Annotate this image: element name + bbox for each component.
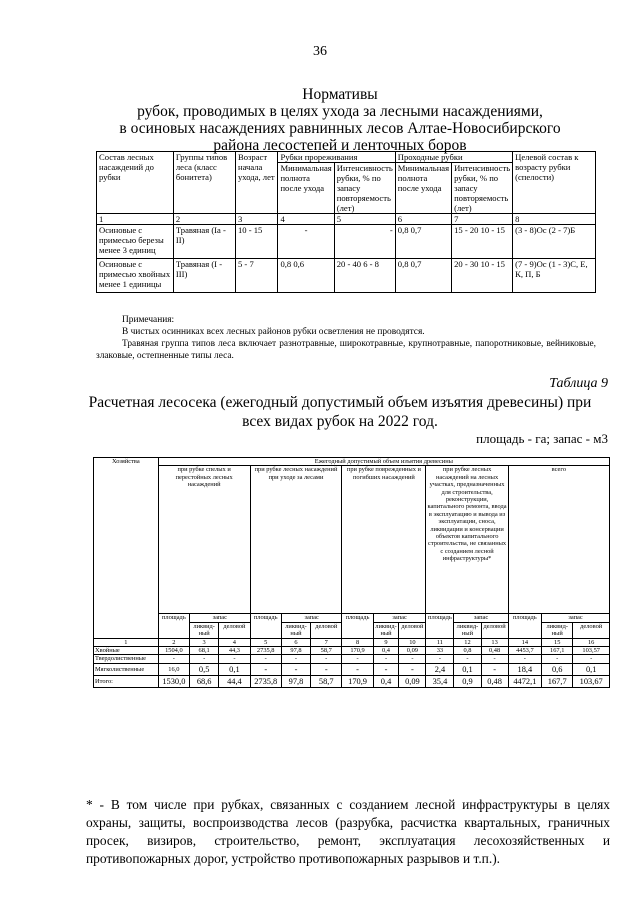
area-header: площадь: [342, 614, 373, 638]
table-row: [94, 655, 610, 663]
table-cell: 44,4: [219, 675, 250, 687]
title-line-3: в осиновых насаждениях равнинных лесов Алтае-Новосибирского: [119, 120, 561, 137]
stock-header: запас: [190, 614, 251, 622]
pass-int-label: Интенсивность рубки, % по запасу: [454, 163, 511, 193]
table-cell: 68,1: [190, 647, 219, 655]
note-1: В чистых осинниках всех лесных районов рубки осветления не проводятся.: [122, 327, 425, 337]
liquid-header: ликвид-ный: [454, 622, 481, 638]
title-line-2: рубок, проводимых в целях ухода за лесными насаждениями,: [137, 103, 543, 120]
col-number: 6: [281, 638, 310, 646]
allowable-cut-title: Расчетная лесосека (ежегодный допустимый объем изъятия древесины) при всех видах рубок на 2022 год.: [88, 394, 592, 430]
table-cell: 0,1: [219, 663, 250, 675]
header-farm: Хозяйства: [94, 458, 159, 639]
table-cell: 0,48: [481, 675, 508, 687]
table-cell: 5 - 7: [235, 259, 277, 293]
table-cell: 1504,0: [158, 647, 189, 655]
table-cell: 0,09: [399, 647, 426, 655]
table-cell: Травяная (I - III): [173, 259, 235, 293]
thinning-min-label: Минимальная полнота после ухода: [280, 163, 332, 193]
row-name: Итого:: [94, 675, 159, 687]
table-row: [94, 675, 610, 687]
row-name: Хвойные: [94, 647, 159, 655]
table-cell: 20 - 40 6 - 8: [334, 259, 395, 293]
col-number: 3: [190, 638, 219, 646]
stock-header: запас: [454, 614, 508, 622]
table-cell: 35,4: [426, 675, 454, 687]
table-cell: -: [250, 663, 281, 675]
table-cell: 167,1: [542, 647, 573, 655]
table-cell: (7 - 9)Ос (1 - 3)С, Е, К, П, Б: [513, 259, 596, 293]
notes-heading: Примечания:: [122, 315, 175, 325]
col-number: 5: [250, 638, 281, 646]
table-cell: -: [399, 655, 426, 663]
table-cell: 103,67: [573, 675, 610, 687]
header-thinning-min: [278, 163, 334, 214]
header-target: Целевой состав к возрасту рубки (спелости): [513, 152, 596, 214]
table-row: [94, 663, 610, 675]
col-number: 3: [235, 214, 277, 225]
table-cell: 2735,8: [250, 675, 281, 687]
table-cell: -: [281, 655, 310, 663]
col-number: 5: [334, 214, 395, 225]
area-header: площадь: [508, 614, 541, 638]
col-number: 7: [311, 638, 342, 646]
header-pass-int: [452, 163, 513, 214]
units-note: площадь - га; запас - м3: [476, 431, 608, 446]
table-cell: -: [373, 663, 399, 675]
table-cell: Осиновые с примесью хвойных менее 1 единицы: [97, 259, 174, 293]
row-name: Твердолиственные: [94, 655, 159, 663]
table-cell: 58,7: [311, 675, 342, 687]
header-thinning: Рубки прореживания: [278, 152, 395, 163]
table-cell: -: [399, 663, 426, 675]
table-cell: 0,4: [373, 675, 399, 687]
col-number: 14: [508, 638, 541, 646]
table-label: Таблица 9: [549, 376, 608, 391]
business-header: деловой: [219, 622, 250, 638]
table-cell: -: [219, 655, 250, 663]
business-header: деловой: [573, 622, 610, 638]
col-number: 4: [219, 638, 250, 646]
table-cell: -: [281, 663, 310, 675]
col-number: 1: [94, 638, 159, 646]
table-cell: -: [158, 655, 189, 663]
col-number: 2: [173, 214, 235, 225]
table-cell: 0,8 0,6: [278, 259, 334, 293]
table-cell: 170,9: [342, 675, 373, 687]
table-cell: 68,6: [190, 675, 219, 687]
business-header: деловой: [481, 622, 508, 638]
thinning-int-label: Интенсивность рубки, % по запасу: [336, 163, 393, 193]
table-cell: 0,48: [481, 647, 508, 655]
table-cell: -: [373, 655, 399, 663]
page-number: 36: [313, 44, 327, 59]
liquid-header: ликвид-ный: [281, 622, 310, 638]
area-header: площадь: [158, 614, 189, 638]
table-cell: 0,4: [373, 647, 399, 655]
thinning-norms-table: [96, 151, 596, 293]
table-cell: 2,4: [426, 663, 454, 675]
col-number: 11: [426, 638, 454, 646]
pass-min-label: Минимальная полнота после ухода: [397, 163, 450, 193]
group-mature: при рубке спелых и перестойных лесных насаждений: [158, 466, 250, 614]
table-cell: 0,8: [454, 647, 481, 655]
table-cell: -: [311, 663, 342, 675]
header-forest-types: Группы типов леса (класс бонитета): [173, 152, 235, 214]
col-number: 8: [342, 638, 373, 646]
title-line-4: района лесостепей и ленточных боров: [213, 137, 467, 154]
stock-header: запас: [542, 614, 610, 622]
col-number: 2: [158, 638, 189, 646]
header-pass-cuttings: Проходные рубки: [395, 152, 512, 163]
business-header: деловой: [311, 622, 342, 638]
area-header: площадь: [426, 614, 454, 638]
group-total: всего: [508, 466, 609, 614]
stock-header: запас: [373, 614, 426, 622]
normatives-title: [70, 86, 610, 154]
header-age: Возраст начала ухода, лет: [235, 152, 277, 214]
table-cell: 0,8 0,7: [395, 225, 451, 259]
col-number: 6: [395, 214, 451, 225]
table-row: [97, 259, 596, 293]
table-cell: 33: [426, 647, 454, 655]
stock-header: запас: [281, 614, 342, 622]
table-cell: -: [342, 655, 373, 663]
col-number: 1: [97, 214, 174, 225]
col-number: 9: [373, 638, 399, 646]
table-cell: 4453,7: [508, 647, 541, 655]
table-cell: 0,09: [399, 675, 426, 687]
group-construction: при рубке лесных насаждений на лесных участках, предназначенных для строительства, реконструкции, капитального ремонта, ввода в эксплуатацию и вывода из эксплуатации, сноса, ликвидации и консервации объектов капитального строительства, не связанных с созданием лесной инфраструктуры*: [426, 466, 508, 614]
table-cell: 58,7: [311, 647, 342, 655]
header-composition: Состав лесных насаждений до рубки: [97, 152, 174, 214]
table-cell: -: [481, 655, 508, 663]
col-number: 7: [452, 214, 513, 225]
table-cell: 167,7: [542, 675, 573, 687]
pass-rep-label: повторяемость (лет): [454, 193, 509, 213]
business-header: деловой: [399, 622, 426, 638]
table-cell: Осиновые с примесью березы менее 3 единиц: [97, 225, 174, 259]
col-number: 16: [573, 638, 610, 646]
area-header: площадь: [250, 614, 281, 638]
footnote: * - В том числе при рубках, связанных с созданием лесной инфраструктуры в целях охраны, защиты, воспроизводства лесов (разрубка, расчистка квартальных, граничных просек, визиров, строительство, ремонт, эксплуатация лесохозяйственных и противопожарных дорог, устройство противопожарных разрывов и т.п.).: [86, 797, 610, 866]
table-cell: 2735,8: [250, 647, 281, 655]
header-annual: Ежегодный допустимый объем изъятия древесины: [158, 458, 609, 466]
table-row: [94, 647, 610, 655]
table-cell: 20 - 30 10 - 15: [452, 259, 513, 293]
table-cell: 18,4: [508, 663, 541, 675]
table-cell: -: [481, 663, 508, 675]
table-cell: 1530,0: [158, 675, 189, 687]
row-name: Мягколиственные: [94, 663, 159, 675]
col-number: 4: [278, 214, 334, 225]
table-cell: 0,1: [454, 663, 481, 675]
thinning-rep-label: повторяемость (лет): [336, 193, 391, 213]
table-cell: 0,5: [190, 663, 219, 675]
notes-block: [96, 314, 596, 362]
table-cell: -: [190, 655, 219, 663]
table-cell: -: [454, 655, 481, 663]
liquid-header: ликвид-ный: [190, 622, 219, 638]
col-number: 13: [481, 638, 508, 646]
table-cell: 10 - 15: [235, 225, 277, 259]
table-cell: 97,8: [281, 675, 310, 687]
col-number: 8: [513, 214, 596, 225]
col-number: 10: [399, 638, 426, 646]
liquid-header: ликвид-ный: [373, 622, 399, 638]
table-cell: 0,6: [542, 663, 573, 675]
table-cell: 170,9: [342, 647, 373, 655]
liquid-header: ликвид-ный: [542, 622, 573, 638]
title-line-1: Нормативы: [302, 86, 378, 103]
table-cell: 44,3: [219, 647, 250, 655]
table-cell: 0,8 0,7: [395, 259, 451, 293]
header-pass-min: [395, 163, 451, 214]
note-2: Травяная группа типов леса включает разнотравные, широкотравные, крупнотравные, папоротниковые, вейниковые, злаковые, остепненные типы леса.: [96, 339, 596, 361]
table-cell: -: [573, 655, 610, 663]
table-cell: -: [250, 655, 281, 663]
col-number: 15: [542, 638, 573, 646]
table-cell: 16,0: [158, 663, 189, 675]
header-thinning-int: [334, 163, 395, 214]
table-cell: -: [426, 655, 454, 663]
group-care: при рубке лесных насаждений при уходе за лесами: [250, 466, 342, 614]
table-cell: 15 - 20 10 - 15: [452, 225, 513, 259]
table-cell: 4472,1: [508, 675, 541, 687]
table-cell: -: [542, 655, 573, 663]
table-cell: -: [342, 663, 373, 675]
table-cell: -: [278, 225, 334, 259]
table-cell: 103,57: [573, 647, 610, 655]
col-number: 12: [454, 638, 481, 646]
table-cell: 97,8: [281, 647, 310, 655]
table-cell: -: [508, 655, 541, 663]
table-cell: -: [311, 655, 342, 663]
table-row: [97, 225, 596, 259]
table-cell: 0,1: [573, 663, 610, 675]
table-cell: Травяная (Ia - II): [173, 225, 235, 259]
table-cell: -: [334, 225, 395, 259]
table-cell: (3 - 8)Ос (2 - 7)Б: [513, 225, 596, 259]
table-cell: 0,9: [454, 675, 481, 687]
allowable-cut-table: [93, 457, 610, 688]
group-damaged: при рубке поврежденных и погибших насаждений: [342, 466, 426, 614]
